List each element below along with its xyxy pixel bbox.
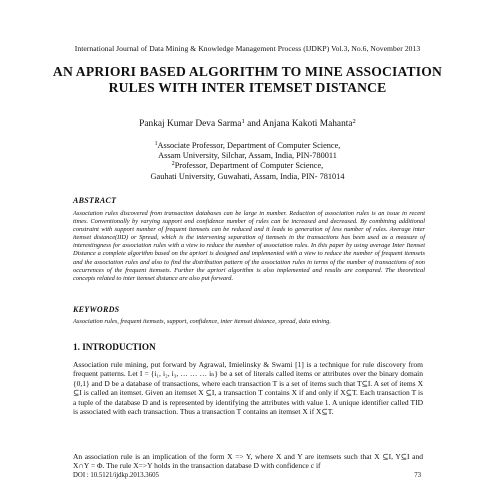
affil-mark: 1 [154,141,158,147]
abstract-text: Association rules discovered from transaction databases can be large in number. Reduction of association rules is an issue in recent times. Conventionally by varying support and confidence number of rules can be increased and decreased. By combining additional constraint with support number of frequent itemsets can be reduced and it leads to generation of less number of rules. Average inter itemset distance(IID) or Spread, which is the intervening separation of itemsets in the transactions has been used as a measure of interestingness for association rules with a view to reduce the number of association rules. In this paper by using average Inter Itemset Distance a complete algorithm based on the apriori is designed and implemented with a view to reduce the number of frequent itemsets and the association rules and also to find the distribution pattern of the association rules in terms of the number of transactions of non occurrences of the frequent itemsets. Further the apriori algorithm is also implemented and results are compared. The theoretical concepts related to inter itemset distance are also put forward. [73,210,425,282]
page-number: 73 [414,472,421,479]
journal-header: International Journal of Data Mining & Knowledge Management Process (IJDKP) Vol.3, No.6, November 2013 [74,44,421,53]
affiliation-line [0,161,495,171]
affiliation-text: Associate Professor, Department of Computer Science, [157,141,341,150]
author-affil-mark: 1 [241,118,245,125]
author-affil-mark: 2 [352,118,356,125]
affiliation-text: Professor, Department of Computer Science, [174,161,324,171]
abstract-heading: ABSTRACT [73,196,117,205]
keywords-heading: KEYWORDS [73,305,120,314]
affiliation-line: Assam University, Silchar, Assam, India, PIN-780011 [158,151,337,161]
author-line [0,119,495,129]
author-name: Anjana Kakoti Mahanta [262,119,353,129]
doi-footer: DOI : 10.5121/ijdkp.2013.3605 [73,472,159,479]
affiliation-line [0,141,495,151]
affiliations [0,141,495,182]
keywords-text: Association rules, frequent itemsets, support, confidence, inter itemset distance, spread, data mining. [73,318,331,325]
author-connector: and [244,119,263,129]
section-heading: 1. INTRODUCTION [73,342,156,352]
affil-mark: 2 [171,161,175,168]
body-paragraph: Association rule mining, put forward by Agrawal, Imielinsky & Swami [1] is a technique for rule discovery from frequent patterns. Let I = {i₁, i₂, i₃, … … … iₙ} be a set of literals called items or attributes over the binary domain {0,1} and D be a database of transactions, where each transaction T is a set of items such that T⊆I. A set of items X ⊆I is called an itemset. Given an itemset X ⊆I, a transaction T contains X if and only if X⊆T. Each transaction T is a tuple of the database D and is represented by identifying the attributes with value 1. A unique identifier called TID is associated with each transaction. Thus a transaction T contains an itemset X if X⊆T. [73,360,423,417]
author-name: Pankaj Kumar Deva Sarma [139,119,242,129]
paper-title: AN APRIORI BASED ALGORITHM TO MINE ASSOCIATION RULES WITH INTER ITEMSET DISTANCE [52,64,443,95]
affiliation-line: Gauhati University, Guwahati, Assam, India, PIN- 781014 [150,171,345,181]
body-paragraph: An association rule is an implication of the form X => Y, where X and Y are itemsets such that X ⊆I, Y⊆I and X∩Y = Φ. The rule X=>Y holds in the transaction database D with confidence c if [73,452,423,471]
